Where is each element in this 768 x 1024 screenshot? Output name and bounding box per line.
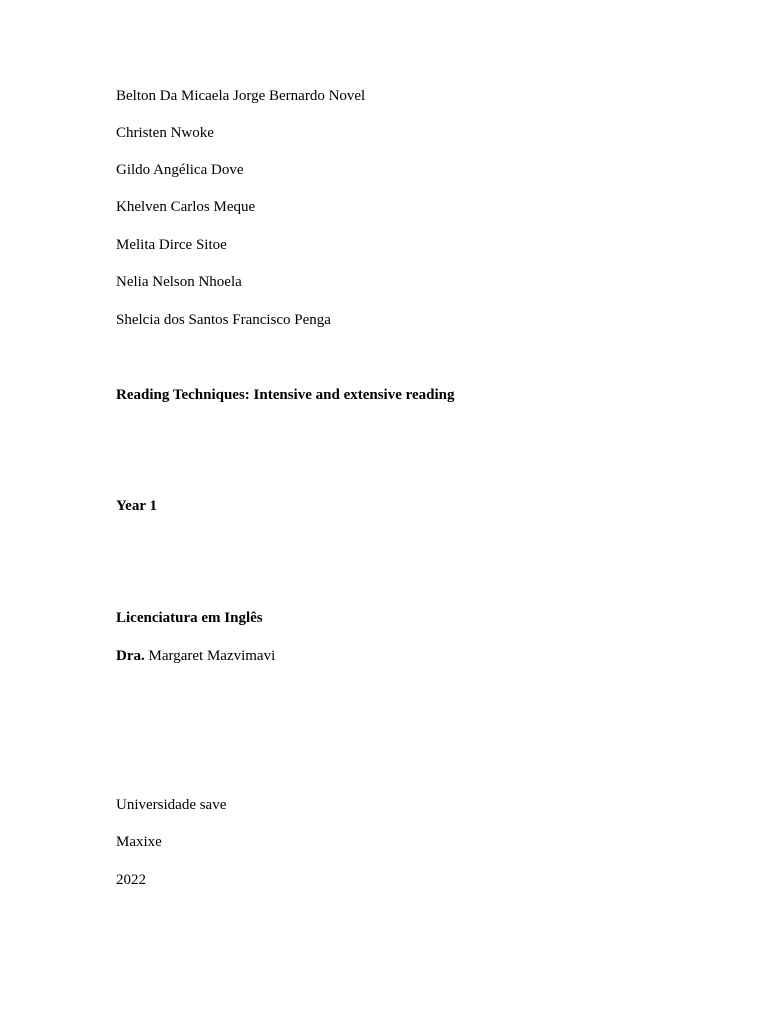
- author-name: Belton Da Micaela Jorge Bernardo Novel: [116, 88, 366, 104]
- city-name: Maxixe: [116, 834, 162, 850]
- author-name: Nelia Nelson Nhoela: [116, 274, 242, 290]
- lecturer-prefix: Dra.: [116, 648, 145, 664]
- author-name: Christen Nwoke: [116, 125, 214, 141]
- document-title: Reading Techniques: Intensive and extensive reading: [116, 387, 455, 403]
- author-name: Melita Dirce Sitoe: [116, 237, 227, 253]
- author-name: Shelcia dos Santos Francisco Penga: [116, 312, 331, 328]
- document-date: 2022: [116, 872, 146, 888]
- course-name: Licenciatura em Inglês: [116, 610, 263, 626]
- year-label: Year 1: [116, 498, 157, 514]
- author-name: Gildo Angélica Dove: [116, 162, 244, 178]
- lecturer-name: Margaret Mazvimavi: [144, 648, 276, 664]
- institution-name: Universidade save: [116, 797, 227, 813]
- author-name: Khelven Carlos Meque: [116, 199, 256, 215]
- lecturer-line: [116, 647, 275, 665]
